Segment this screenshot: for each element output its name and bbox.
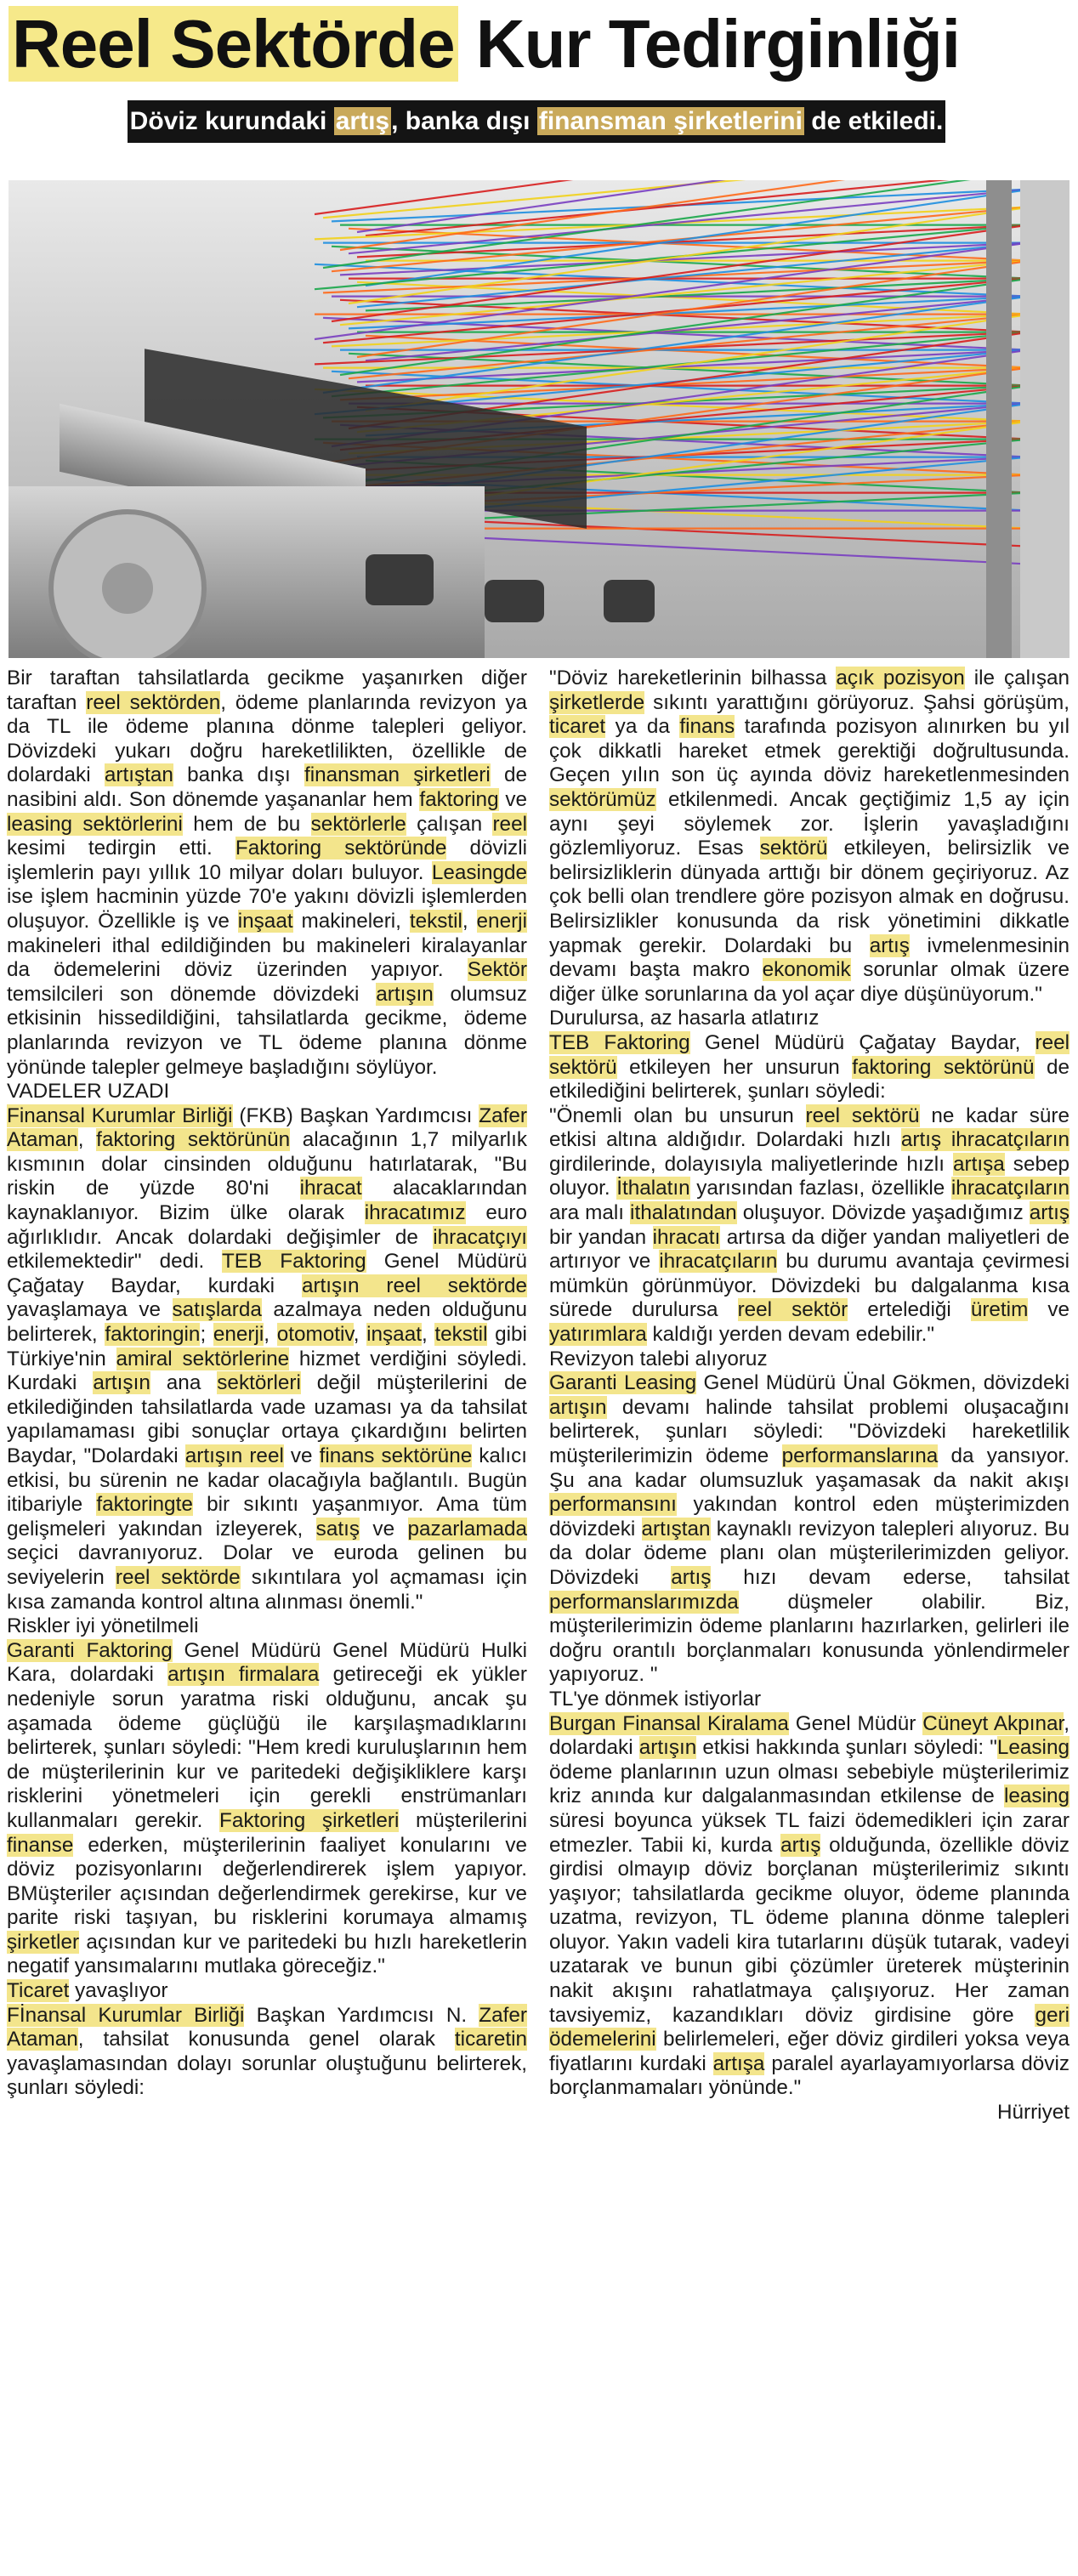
body-text: değil müşterilerini de etkilediğinden tahsilatlarda vade uzaması ya da tahsilat yapılamaması gibi sonuçlar ortaya çıkardığını belirten Baydar, "Dolardaki (7, 1371, 527, 1467)
highlighted-term: faktoring (419, 787, 499, 811)
highlighted-term: performansını (549, 1493, 677, 1517)
body-text: süresi boyunca yüksek TL faizi ödemedikleri için zarar etmezler. Tabii ki, kurda (549, 1808, 1069, 1857)
source-signature: Hürriyet (996, 2101, 1069, 2125)
highlighted-term: satışlarda (172, 1298, 262, 1322)
body-text: hızı devam ederse, tahsilat (711, 1565, 1069, 1589)
body-text: ertelediği (848, 1298, 971, 1322)
subheadline-highlight: finansman şirketlerini (538, 107, 803, 135)
body-text: ödeme planlarının uzun olması sebebiyle müşterilerimiz kriz anında kur dalgalanmasından etkilense de (549, 1760, 1069, 1808)
article-left-column (7, 667, 527, 2567)
highlighted-term: leasing sektörlerini (7, 812, 183, 836)
body-text: ya da (605, 715, 680, 739)
highlighted-term: sektörümüz (549, 787, 656, 811)
body-text: Başkan Yardımcısı N. (244, 2003, 479, 2027)
highlighted-term: faktoring sektörünü (852, 1055, 1035, 1079)
body-text: yavaşlıyor (69, 1979, 168, 2003)
body-text: euro ağırlıklıdır. Ancak dolardaki değişimler de (7, 1201, 527, 1249)
body-text: etkilenmedi. Ancak geçtiğimiz 1,5 ay için aynı şeyi söylemek zor. İşlerin yavaşladığını gözlemliyoruz. Esas (549, 787, 1069, 860)
highlighted-term: Zafer Ataman (7, 1104, 527, 1152)
highlighted-term: artış (780, 1833, 821, 1857)
highlighted-term: ticaretin (454, 2028, 527, 2051)
highlighted-term: üretim (970, 1298, 1029, 1322)
body-text: seçici davranıyoruz. Dolar ve euroda gelinen bu seviyelerin (7, 1541, 527, 1589)
body-text: makineleri ithal edildiğinden bu makineleri kiralayanlar da ödemelerini döviz üzerinden yapıyor. (7, 933, 527, 982)
highlighted-term: ithalatından (630, 1201, 737, 1225)
headline-rest: Kur Tedirginliği (457, 6, 960, 82)
body-text: ile çalışan (964, 667, 1069, 689)
highlighted-term: yatırımlara (549, 1323, 647, 1347)
body-text: de etkilediğini belirterek, şunları söyledi: (549, 1055, 1069, 1104)
body-text: ana (150, 1371, 218, 1395)
body-text: "Döviz hareketlerinin bilhassa (549, 667, 837, 689)
body-text: ne kadar süre etkisi altına aldığıdır. Dolardaki hızlı (549, 1104, 1069, 1152)
highlighted-term: Leasing (996, 1736, 1069, 1760)
body-text: makineleri, (292, 909, 410, 933)
highlighted-term: artıştan (104, 763, 173, 787)
body-text: ise işlem hacminin yüzde 70'e yakını dövizli işlemlerden oluşuyor. Özellikle iş ve (7, 885, 527, 933)
textile-loom-image (9, 180, 1069, 658)
body-text: kesimi tedirgin etti. (7, 837, 235, 860)
body-text: , (77, 1128, 97, 1152)
body-text: , tahsilat konusunda genel olarak (77, 2028, 455, 2051)
subheadline-text: Döviz kurundaki (129, 107, 334, 135)
highlighted-term: artışa (712, 2051, 765, 2075)
body-text: dövizli işlemlerin payı yıllık 10 milyar doları buluyor. (7, 837, 527, 884)
body-text: da yansıyor. Şu ana kadar olumsuzluk yaşamasak da nakit akışı (549, 1444, 1069, 1492)
highlighted-term: Garanti Faktoring (7, 1638, 173, 1662)
highlighted-term: Burgan Finansal Kiralama (549, 1711, 789, 1735)
highlighted-term: ekonomik (762, 958, 851, 982)
body-text: Bir taraftan tahsilatlarda gecikme yaşanırken diğer taraftan (7, 667, 527, 714)
body-text: (FKB) Başkan Yardımcısı (232, 1104, 479, 1127)
highlighted-term: pazarlamada (407, 1517, 527, 1540)
body-text: müşterilerini (399, 1808, 527, 1832)
highlighted-term: artıştan (641, 1517, 711, 1540)
body-text: ve (1028, 1298, 1069, 1322)
highlighted-term: finansman şirketleri (304, 763, 491, 787)
highlighted-term: tekstil (434, 1323, 488, 1347)
highlighted-term: reel (492, 812, 527, 836)
highlighted-term: faktoring sektörünün (96, 1128, 291, 1152)
highlighted-term: reel sektörü (805, 1104, 920, 1127)
body-text: etkileyen her unsurun (616, 1055, 853, 1079)
body-text: yavaşlamaya ve (7, 1298, 173, 1322)
body-text: sorunlar olmak üzere diğer ülke sorunlarına da yol açar diye düşünüyorum." (549, 958, 1069, 1006)
highlighted-term: Cüneyt Akpınar (922, 1711, 1064, 1735)
article-left-text (7, 667, 527, 2101)
highlighted-term: Finansal Kurumlar Birliği (7, 1104, 233, 1127)
body-text: , (264, 1323, 277, 1347)
highlighted-term: ihracatımız (364, 1201, 466, 1225)
body-text: çalışan (406, 812, 493, 836)
body-text: VADELER UZADI (7, 1080, 170, 1104)
highlighted-term: ihracatçıyı (433, 1225, 527, 1249)
body-text: , (421, 1323, 435, 1347)
highlighted-term: Ticaret (7, 1979, 70, 2003)
headline-highlight: Reel Sektörde (9, 6, 458, 82)
body-text: , (353, 1323, 367, 1347)
highlighted-term: inşaat (366, 1323, 422, 1347)
highlighted-term: Leasingde (431, 860, 527, 884)
highlighted-term: enerji (476, 909, 527, 933)
body-text: Genel Müdürü Çağatay Baydar, (689, 1030, 1035, 1054)
body-text: Genel Müdürü Ünal Gökmen, dövizdeki (696, 1371, 1069, 1395)
body-text: Durulursa, az hasarla atlatırız (549, 1007, 820, 1030)
highlighted-term: amiral sektörlerine (116, 1347, 290, 1370)
highlighted-term: reel sektörü (549, 1030, 1069, 1079)
highlighted-term: tekstil (409, 909, 462, 933)
subheadline-text: , banka dışı (391, 107, 537, 135)
body-text: Riskler iyi yönetilmeli (7, 1614, 199, 1638)
headline (9, 3, 1069, 85)
body-text: , ödeme planlarında revizyon ya da TL ile ödeme planına dönme talepleri geliyor. Dövizdeki yukarı doğru hareketlilikten, özellikle de dolardaki (7, 690, 527, 787)
body-text: ve (283, 1444, 320, 1467)
body-text: ; (200, 1323, 213, 1347)
highlighted-term: artışa (952, 1152, 1005, 1176)
body-text: "Önemli olan bu unsurun (549, 1104, 806, 1127)
highlighted-term: leasing (1004, 1784, 1069, 1808)
highlighted-term: TEB Faktoring (221, 1250, 366, 1274)
highlighted-term: geri ödemelerini (549, 2003, 1069, 2051)
body-text: ivmelenmesinin devamı başta makro (549, 933, 1069, 982)
body-text: düşmeler olabilir. Biz, müşterilerimizin ödeme planlarını hazırlarken, gelirleri ile doğru orantılı borçlanmaları konusunda yönlendirmeler yapıyoruz. " (549, 1590, 1069, 1687)
body-text: gibi Türkiye'nin (7, 1323, 527, 1370)
body-text: etkilemektedir" dedi. (7, 1250, 222, 1274)
article-right-text (549, 667, 1069, 2101)
highlighted-term: sektörleri (217, 1371, 301, 1395)
highlighted-term: sektörlerle (310, 812, 406, 836)
subheadline-text: de etkiledi. (803, 107, 944, 135)
body-text: yavaşlamasından dolayı sorunlar oluştuğunu belirterek, şunları söyledi: (7, 2051, 527, 2100)
highlighted-term: Garanti Leasing (549, 1371, 697, 1395)
body-text: de nasibini aldı. Son dönemde yaşananlar hem (7, 763, 527, 811)
body-text: temsilcileri son dönemde dövizdeki (7, 982, 377, 1006)
highlighted-term: sektörü (759, 837, 828, 860)
highlighted-term: artışın (376, 982, 434, 1006)
body-text: kalıcı etkisi, bu sürenin ne kadar olacağıyla bağlantılı. Bugün itibariyle (7, 1444, 527, 1517)
highlighted-term: artışın (638, 1736, 697, 1760)
body-text: Genel Müdürü Çağatay Baydar, kurdaki (7, 1250, 527, 1297)
highlighted-term: finanse (7, 1833, 74, 1857)
highlighted-term: Fİnansal Kurumlar Birliği (7, 2003, 245, 2027)
highlighted-term: Faktoring şirketleri (218, 1808, 400, 1832)
loom-illustration (9, 180, 1069, 658)
body-text: bir sıkıntı yaşanmıyor. Ama tüm gelişmeleri yakından izleyerek, (7, 1493, 527, 1540)
body-text: getireceği ek yükler nedeniyle sorun yaratma riski olduğunu, ancak şu aşamada ödeme güçlüğü ile karşılaşmadıklarını belirterek, şunları söyledi: "Hem kredi kuruluşlarının hem de müşterilerinin kur ve paritedeki değişikliklere karşı risklerini yönetmeleri için gerekli enstrümanları kullanmaları gerekir. (7, 1663, 527, 1832)
highlighted-term: reel sektörden (86, 690, 221, 714)
body-text: bu durumu avantaja çevirmesi mümkün görünmüyor. Dövizdeki bu dalgalanma kısa sürede durulursa (549, 1250, 1069, 1322)
body-text: bir yandan (549, 1225, 653, 1249)
highlighted-term: şirketlerde (549, 690, 645, 714)
highlighted-term: ihracatçıların (950, 1177, 1069, 1200)
body-text: ve (359, 1517, 408, 1540)
body-text: sıkıntı yarattığını görüyoruz. Şahsi görüşüm, (644, 690, 1069, 714)
body-text: etkisi hakkında şunları söyledi: " (696, 1736, 997, 1760)
body-text: yarısından fazlası, özellikle (689, 1177, 951, 1200)
body-text: ara malı (549, 1201, 631, 1225)
highlighted-term: faktoringte (96, 1493, 193, 1517)
body-text: olumsuz etkisinin hissedildiğini, tahsilatlarda gecikme, ödeme planlarında revizyon ve TL ödeme planına dönme yönünde talepler gelmeye başladığını söylüyor. (7, 982, 527, 1079)
highlighted-term: enerji (213, 1323, 264, 1347)
body-text: olduğunda, özellikle döviz girdisi olmayıp döviz borçlanan müşterilerimiz sıkıntı yaşıyor; tahsilatlarda gecikme oluyor, ödeme planında uzatma, revizyon, TL ödeme planına dönme talepleri oluyor. Yakın vadeli kira tutarlarını düşük tutarak, vadeyi uzatarak ve bunun gibi çözümler üreterek müşterinin nakit akışını rahatlatmaya çalışıyoruz. Her zaman tavsiyemiz, kazandıkları döviz girdisine göre (549, 1833, 1069, 2027)
highlighted-term: Zafer Ataman (7, 2003, 527, 2051)
highlighted-term: şirketler (7, 1930, 80, 1954)
body-text: , dolardaki (549, 1711, 1069, 1760)
highlighted-term: ihracatı (652, 1225, 721, 1249)
body-text: kaynaklı revizyon talepleri alıyoruz. Bu da dolar ödeme planı olan müşterilerimizden geliyor. Dövizdeki (549, 1517, 1069, 1589)
body-text: hem de bu (182, 812, 311, 836)
article-right-column (549, 667, 1069, 2567)
highlighted-term: ihracatçıların (659, 1250, 778, 1274)
body-text: , (462, 909, 477, 933)
body-text: Genel Müdür (788, 1711, 923, 1735)
highlighted-term: inşaat (237, 909, 293, 933)
highlighted-term: ticaret (549, 715, 606, 739)
body-text: hizmet verdiğini söyledi. Kurdaki (7, 1347, 527, 1395)
subheadline-highlight: artış (335, 107, 390, 135)
body-text: devamı halinde tahsilat problemi oluşacağını belirterek, şunları söyledi: "Dövizdeki hareketlilik müşterilerimizin ödeme (549, 1395, 1069, 1467)
highlighted-term: açık pozisyon (836, 667, 965, 689)
body-text: alacağının 1,7 milyarlık kısmının dolar cinsinden olduğunu hatırlatarak, "Bu riskin de yüzde 80'ni (7, 1128, 527, 1200)
body-text: oluşuyor. Dövizde yaşadığımız (736, 1201, 1030, 1225)
highlighted-term: artış (671, 1565, 712, 1589)
highlighted-term: artış (869, 933, 910, 957)
highlighted-term: Sektör (467, 958, 527, 982)
body-text: paralel ayarlayamıyorlarsa döviz borçlanmamaları yönünde." (549, 2051, 1069, 2100)
body-text: banka dışı (173, 763, 304, 787)
highlighted-term: reel sektörde (115, 1565, 241, 1589)
highlighted-term: ihracat (299, 1177, 362, 1200)
body-text: sebep oluyor. (549, 1152, 1069, 1200)
subheadline (128, 100, 945, 143)
highlighted-term: finans (679, 715, 735, 739)
highlighted-term: performanslarına (781, 1444, 939, 1467)
body-text: Revizyon talebi alıyoruz (549, 1347, 768, 1370)
body-text: açısından kur ve paritedeki bu hızlı hareketlerin negatif yansımalarını mutlaka göreceğiz." (7, 1930, 527, 1978)
body-text: artırsa da diğer yandan maliyetleri de artırıyor ve (549, 1225, 1069, 1274)
highlighted-term: performanslarımızda (549, 1590, 739, 1614)
body-text: tarafında pozisyon alınırken bu yıl çok dikkatli hareket etmek gerektiği doğrultusunda. Geçen yılın son üç ayında döviz hareketlenmesinden (549, 715, 1069, 787)
highlighted-term: Faktoring sektöründe (235, 837, 447, 860)
highlighted-term: otomotiv (276, 1323, 354, 1347)
body-text: yakından kontrol eden müşterimizden dövizdeki (549, 1493, 1069, 1540)
highlighted-term: finans sektörüne (319, 1444, 473, 1467)
highlighted-term: artış (1029, 1201, 1069, 1225)
body-text: azalmaya neden olduğunu belirterek, (7, 1298, 527, 1347)
highlighted-term: artış ihracatçıların (900, 1128, 1069, 1152)
body-text: ederken, müşterilerinin faaliyet konularını ve döviz pozisyonlarını değerlendirerek işlem yapıyor. BMüşteriler açısından değerlendirmek gerekirse, kur ve parite riski taşıyan, bu risklerini korumaya almamış (7, 1833, 527, 1930)
highlighted-term: faktoringin (105, 1323, 201, 1347)
body-text: Genel Müdürü Genel Müdürü Hulki Kara, dolardaki (7, 1638, 527, 1687)
body-text: alacaklarından kaynaklanıyor. Bizim ülke olarak (7, 1177, 527, 1225)
highlighted-term: satış (315, 1517, 360, 1540)
body-text: TL'ye dönmek istiyorlar (549, 1687, 762, 1711)
highlighted-term: İthalatın (616, 1177, 690, 1200)
body-text: belirlemeleri, eğer döviz girdileri yoksa veya fiyatlarını kurdaki (549, 2028, 1069, 2075)
body-text: sıkıntılara yol açmaması için kısa zamanda kontrol altına alınması önemli." (7, 1565, 527, 1614)
body-text: girdilerinde, dolayısıyla maliyetlerinde hızlı (549, 1152, 953, 1176)
highlighted-term: reel sektör (737, 1298, 848, 1322)
body-text: kaldığı yerden devam edebilir." (646, 1323, 934, 1347)
highlighted-term: artışın reel sektörde (301, 1274, 527, 1297)
highlighted-term: artışın (549, 1395, 607, 1419)
highlighted-term: TEB Faktoring (549, 1030, 690, 1054)
body-text: ve (498, 787, 527, 811)
body-text: etkileyen, belirsizlik ve belirsizliklerin dünyada arttığı bir dönem geçiriyoruz. Az çok belli olan trendlere göre pozisyon almak en doğrusu. Belirsizlikler konusunda da risk yönetimini dikkatle yapmak gerekir. Dolardaki bu (549, 837, 1069, 957)
highlighted-term: artışın (93, 1371, 150, 1395)
highlighted-term: artışın reel (184, 1444, 284, 1467)
highlighted-term: artışın firmalara (167, 1663, 320, 1687)
